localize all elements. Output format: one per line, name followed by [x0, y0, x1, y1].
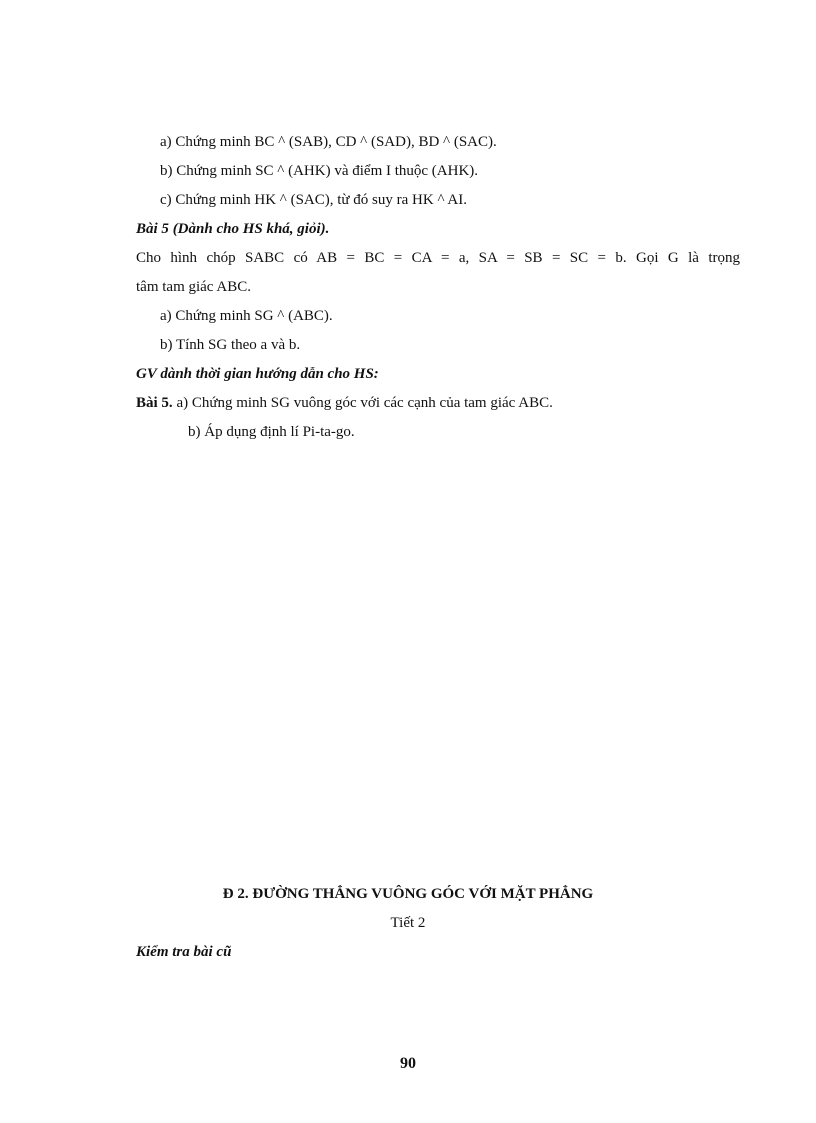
bai5-text-line2: tâm tam giác ABC. — [136, 279, 251, 295]
page-number: 90 — [400, 1055, 416, 1072]
section-title: Đ 2. ĐƯỜNG THẲNG VUÔNG GÓC VỚI MẶT PHẲNG — [222, 886, 594, 902]
bai5-heading — [136, 219, 329, 239]
guide-bai5-row — [136, 393, 553, 413]
part1-item-a: a) Chứng minh BC ^ (SAB), CD ^ (SAD), BD ^ (SAC). — [160, 134, 497, 150]
check-heading: Kiểm tra bài cũ — [136, 944, 232, 960]
bai5-heading-label: Bài 5 — [136, 221, 169, 237]
part1-item-c: c) Chứng minh HK ^ (SAC), từ đó suy ra HK ^ AI. — [160, 192, 467, 208]
bai5-text-line1: Cho hình chóp SABC có AB = BC = CA = a, SA = SB = SC = b. Gọi G là trọng — [136, 250, 740, 266]
part1-item-b: b) Chứng minh SC ^ (AHK) và điểm I thuộc (AHK). — [160, 163, 479, 179]
guide-heading: GV dành thời gian hướng dẫn cho HS: — [136, 366, 379, 382]
guide-item-b: b) Áp dụng định lí Pi-ta-go. — [188, 424, 355, 440]
bai5-heading-note: (Dành cho HS khá, giỏi). — [172, 221, 330, 237]
bai5-item-b: b) Tính SG theo a và b. — [160, 337, 301, 353]
section-subtitle: Tiết 2 — [390, 915, 426, 931]
guide-item-a: a) Chứng minh SG vuông góc với các cạnh của tam giác ABC. — [176, 395, 553, 411]
guide-bai5-label: Bài 5. — [136, 395, 173, 411]
bai5-item-a: a) Chứng minh SG ^ (ABC). — [160, 308, 333, 324]
